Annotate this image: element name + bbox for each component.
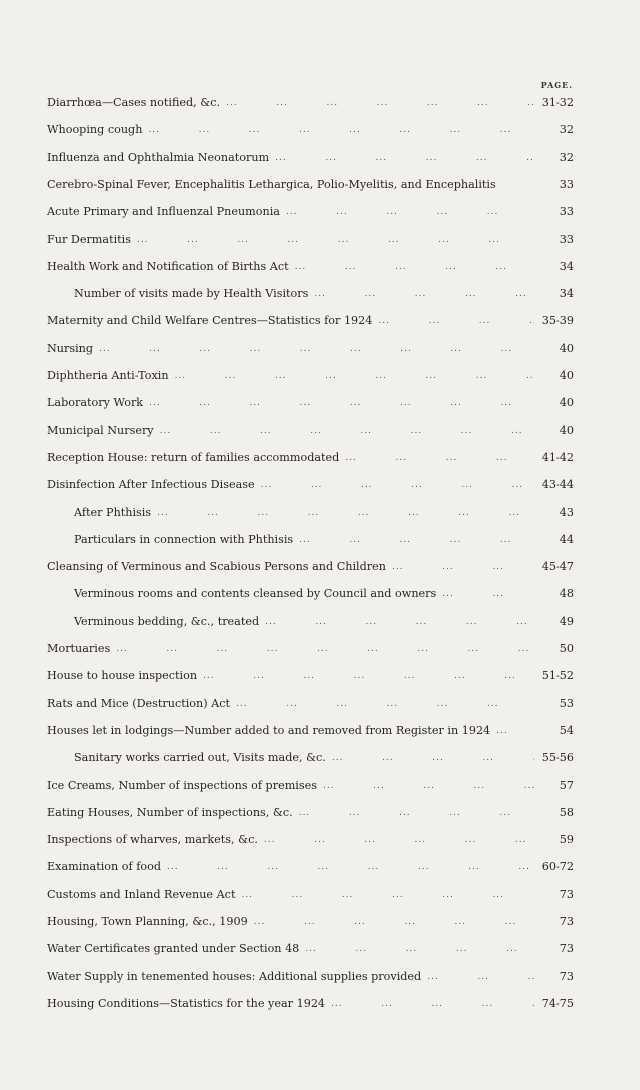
toc-entry [47, 640, 574, 658]
toc-entry-title: House to house inspection [47, 669, 198, 683]
toc-entry [47, 613, 574, 631]
toc-entry-title: Acute Primary and Influenzal Pneumonia [47, 205, 280, 219]
dot-leader [490, 722, 534, 740]
toc-entry [47, 121, 574, 139]
toc-entry [47, 585, 574, 603]
dot-leader [259, 613, 534, 631]
dot-leader [169, 367, 534, 385]
dot-leader [142, 121, 534, 139]
dot-leader [269, 149, 534, 167]
dot-leader [280, 203, 534, 221]
toc-entry [47, 176, 574, 194]
toc-entry [47, 258, 574, 276]
toc-entry-page: 43-44 [541, 478, 574, 492]
toc-entry [47, 913, 574, 931]
toc-entry-page: 53 [559, 696, 574, 710]
dot-leader [293, 804, 534, 822]
toc-entry [47, 749, 574, 767]
dot-leader [339, 449, 534, 467]
toc-entry-title: After Phthisis [74, 505, 152, 519]
toc-entry [47, 886, 574, 904]
toc-entry [47, 667, 574, 685]
toc-entry-page: 32 [559, 123, 574, 137]
toc-entry [47, 449, 574, 467]
toc-entry-page: 60-72 [541, 860, 574, 874]
toc-entry-page: 48 [559, 587, 574, 601]
dot-leader [197, 667, 534, 685]
toc-entry-page: 40 [559, 396, 574, 410]
toc-entry [47, 995, 574, 1013]
toc-entry-title: Ice Creams, Number of inspections of premises [47, 778, 317, 792]
toc-entry-page: 33 [559, 232, 574, 246]
dot-leader [436, 585, 534, 603]
toc-entry-title: Examination of food [47, 860, 161, 874]
dot-leader [248, 913, 534, 931]
toc-entry-page: 40 [559, 341, 574, 355]
toc-entry-title: Maternity and Child Welfare Centres—Statistics for 1924 [47, 314, 373, 328]
toc-entry-page: 73 [559, 887, 574, 901]
toc-entry-page: 40 [559, 369, 574, 382]
toc-entry-title: Whooping cough [47, 123, 143, 137]
page-column-heading: PAGE. [540, 80, 573, 90]
dot-leader [258, 831, 534, 849]
dot-leader [255, 476, 534, 494]
toc-entry-page: 50 [559, 642, 574, 655]
dot-leader [299, 940, 534, 958]
toc-entry [47, 558, 574, 576]
toc-entry [47, 476, 574, 494]
dot-leader [93, 340, 534, 358]
dot-leader [235, 886, 534, 904]
dot-leader [308, 285, 534, 303]
toc-entry [47, 504, 574, 522]
toc-entry-title: Health Work and Notification of Births Act [47, 259, 289, 273]
toc-entry-title: Diphtheria Anti-Toxin [47, 369, 169, 382]
toc-entry [47, 940, 574, 958]
toc-entry [47, 231, 574, 249]
toc-entry-page: 51-52 [541, 669, 574, 683]
dot-leader [131, 231, 534, 249]
toc-entry-page: 57 [559, 778, 574, 792]
toc-entry [47, 340, 574, 358]
toc-entry-page: 59 [559, 833, 574, 847]
toc-entry-title: Sanitary works carried out, Visits made, &c. [74, 751, 326, 765]
toc-entry [47, 804, 574, 822]
toc-entry [47, 968, 574, 986]
toc-entry-title: Verminous bedding, &c., treated [74, 614, 260, 628]
toc-entry-title: Inspections of wharves, markets, &c. [47, 833, 258, 847]
toc-entry-page: 34 [559, 259, 574, 273]
toc-entry [47, 722, 574, 740]
toc-entry-page: 35-39 [541, 314, 574, 328]
toc-entry-title: Reception House: return of families accommodated [47, 450, 340, 464]
toc-entry-title: Mortuaries [47, 642, 111, 655]
dot-leader [161, 858, 534, 876]
toc-entry-page: 34 [559, 287, 574, 301]
toc-entry-page: 32 [559, 150, 574, 164]
toc-entry-title: Diarrhœa—Cases notified, &c. [47, 96, 221, 109]
toc-entry [47, 531, 574, 549]
toc-entry [47, 695, 574, 713]
toc-entry-title: Cerebro-Spinal Fever, Encephalitis Lethargica, Polio-Myelitis, and Encephalitis [47, 177, 496, 191]
dot-leader [317, 777, 534, 795]
toc-entry-title: Verminous rooms and contents cleansed by Council and owners [74, 587, 437, 601]
toc-entry-title: Housing, Town Planning, &c., 1909 [47, 915, 248, 928]
toc-entry-page: 44 [559, 532, 574, 546]
toc-entry-title: Eating Houses, Number of inspections, &c. [47, 805, 293, 819]
toc-entry [47, 94, 574, 112]
toc-entry-title: Customs and Inland Revenue Act [47, 887, 236, 901]
toc-entry [47, 422, 574, 440]
toc-entry-title: Rats and Mice (Destruction) Act [47, 696, 230, 710]
dot-leader [293, 531, 534, 549]
toc-entry [47, 285, 574, 303]
toc-entry-page: 31-32 [541, 96, 574, 109]
toc-entry-title: Housing Conditions—Statistics for the year 1924 [47, 996, 326, 1010]
toc-entry-page: 33 [559, 205, 574, 219]
toc-entry-title: Water Certificates granted under Section 48 [47, 942, 300, 956]
toc-entry-page: 73 [559, 915, 574, 928]
dot-leader [220, 94, 534, 112]
dot-leader [289, 258, 534, 276]
toc-entry [47, 831, 574, 849]
toc-entry-page: 73 [559, 969, 574, 983]
toc-entry-title: Nursing [47, 341, 94, 355]
dot-leader [230, 695, 534, 713]
toc-entry-page: 58 [559, 805, 574, 819]
toc-entry-page: 41-42 [541, 450, 574, 464]
toc-entry-title: Disinfection After Infectious Disease [47, 478, 255, 492]
toc-entry-title: Cleansing of Verminous and Scabious Persons and Children [47, 560, 386, 574]
toc-entry [47, 858, 574, 876]
toc-entry-page: 73 [559, 942, 574, 956]
toc-entry-page: 33 [559, 177, 574, 191]
toc-entry-page: 43 [559, 505, 574, 519]
toc-entry-page: 74-75 [541, 996, 574, 1010]
toc-entry [47, 777, 574, 795]
dot-leader [110, 640, 534, 658]
toc-entry [47, 149, 574, 167]
toc-entry-page: 45-47 [541, 560, 574, 574]
toc-entry-page: 55-56 [541, 751, 574, 765]
toc-entry [47, 394, 574, 412]
dot-leader [372, 312, 534, 330]
dot-leader [143, 394, 534, 412]
toc-entry-title: Municipal Nursery [47, 423, 154, 437]
toc-entry [47, 367, 574, 385]
toc-entry [47, 312, 574, 330]
dot-leader [421, 968, 534, 986]
toc-entry-title: Water Supply in tenemented houses: Additional supplies provided [47, 969, 422, 983]
toc-entry-title: Influenza and Ophthalmia Neonatorum [47, 150, 270, 164]
dot-leader [386, 558, 534, 576]
toc-entry-page: 49 [559, 614, 574, 628]
toc-entry-page: 40 [559, 423, 574, 437]
dot-leader [154, 422, 534, 440]
dot-leader [151, 504, 534, 522]
toc-entry-page: 54 [559, 723, 574, 737]
toc-entry-title: Number of visits made by Health Visitors [74, 287, 309, 301]
toc-entry-title: Laboratory Work [47, 396, 144, 410]
toc-entry [47, 203, 574, 221]
toc-entry-title: Houses let in lodgings—Number added to and removed from Register in 1924 [47, 723, 491, 737]
toc-entry-title: Particulars in connection with Phthisis [74, 532, 294, 546]
dot-leader [325, 995, 534, 1013]
dot-leader [326, 749, 534, 767]
toc-entry-title: Fur Dermatitis [47, 232, 131, 246]
